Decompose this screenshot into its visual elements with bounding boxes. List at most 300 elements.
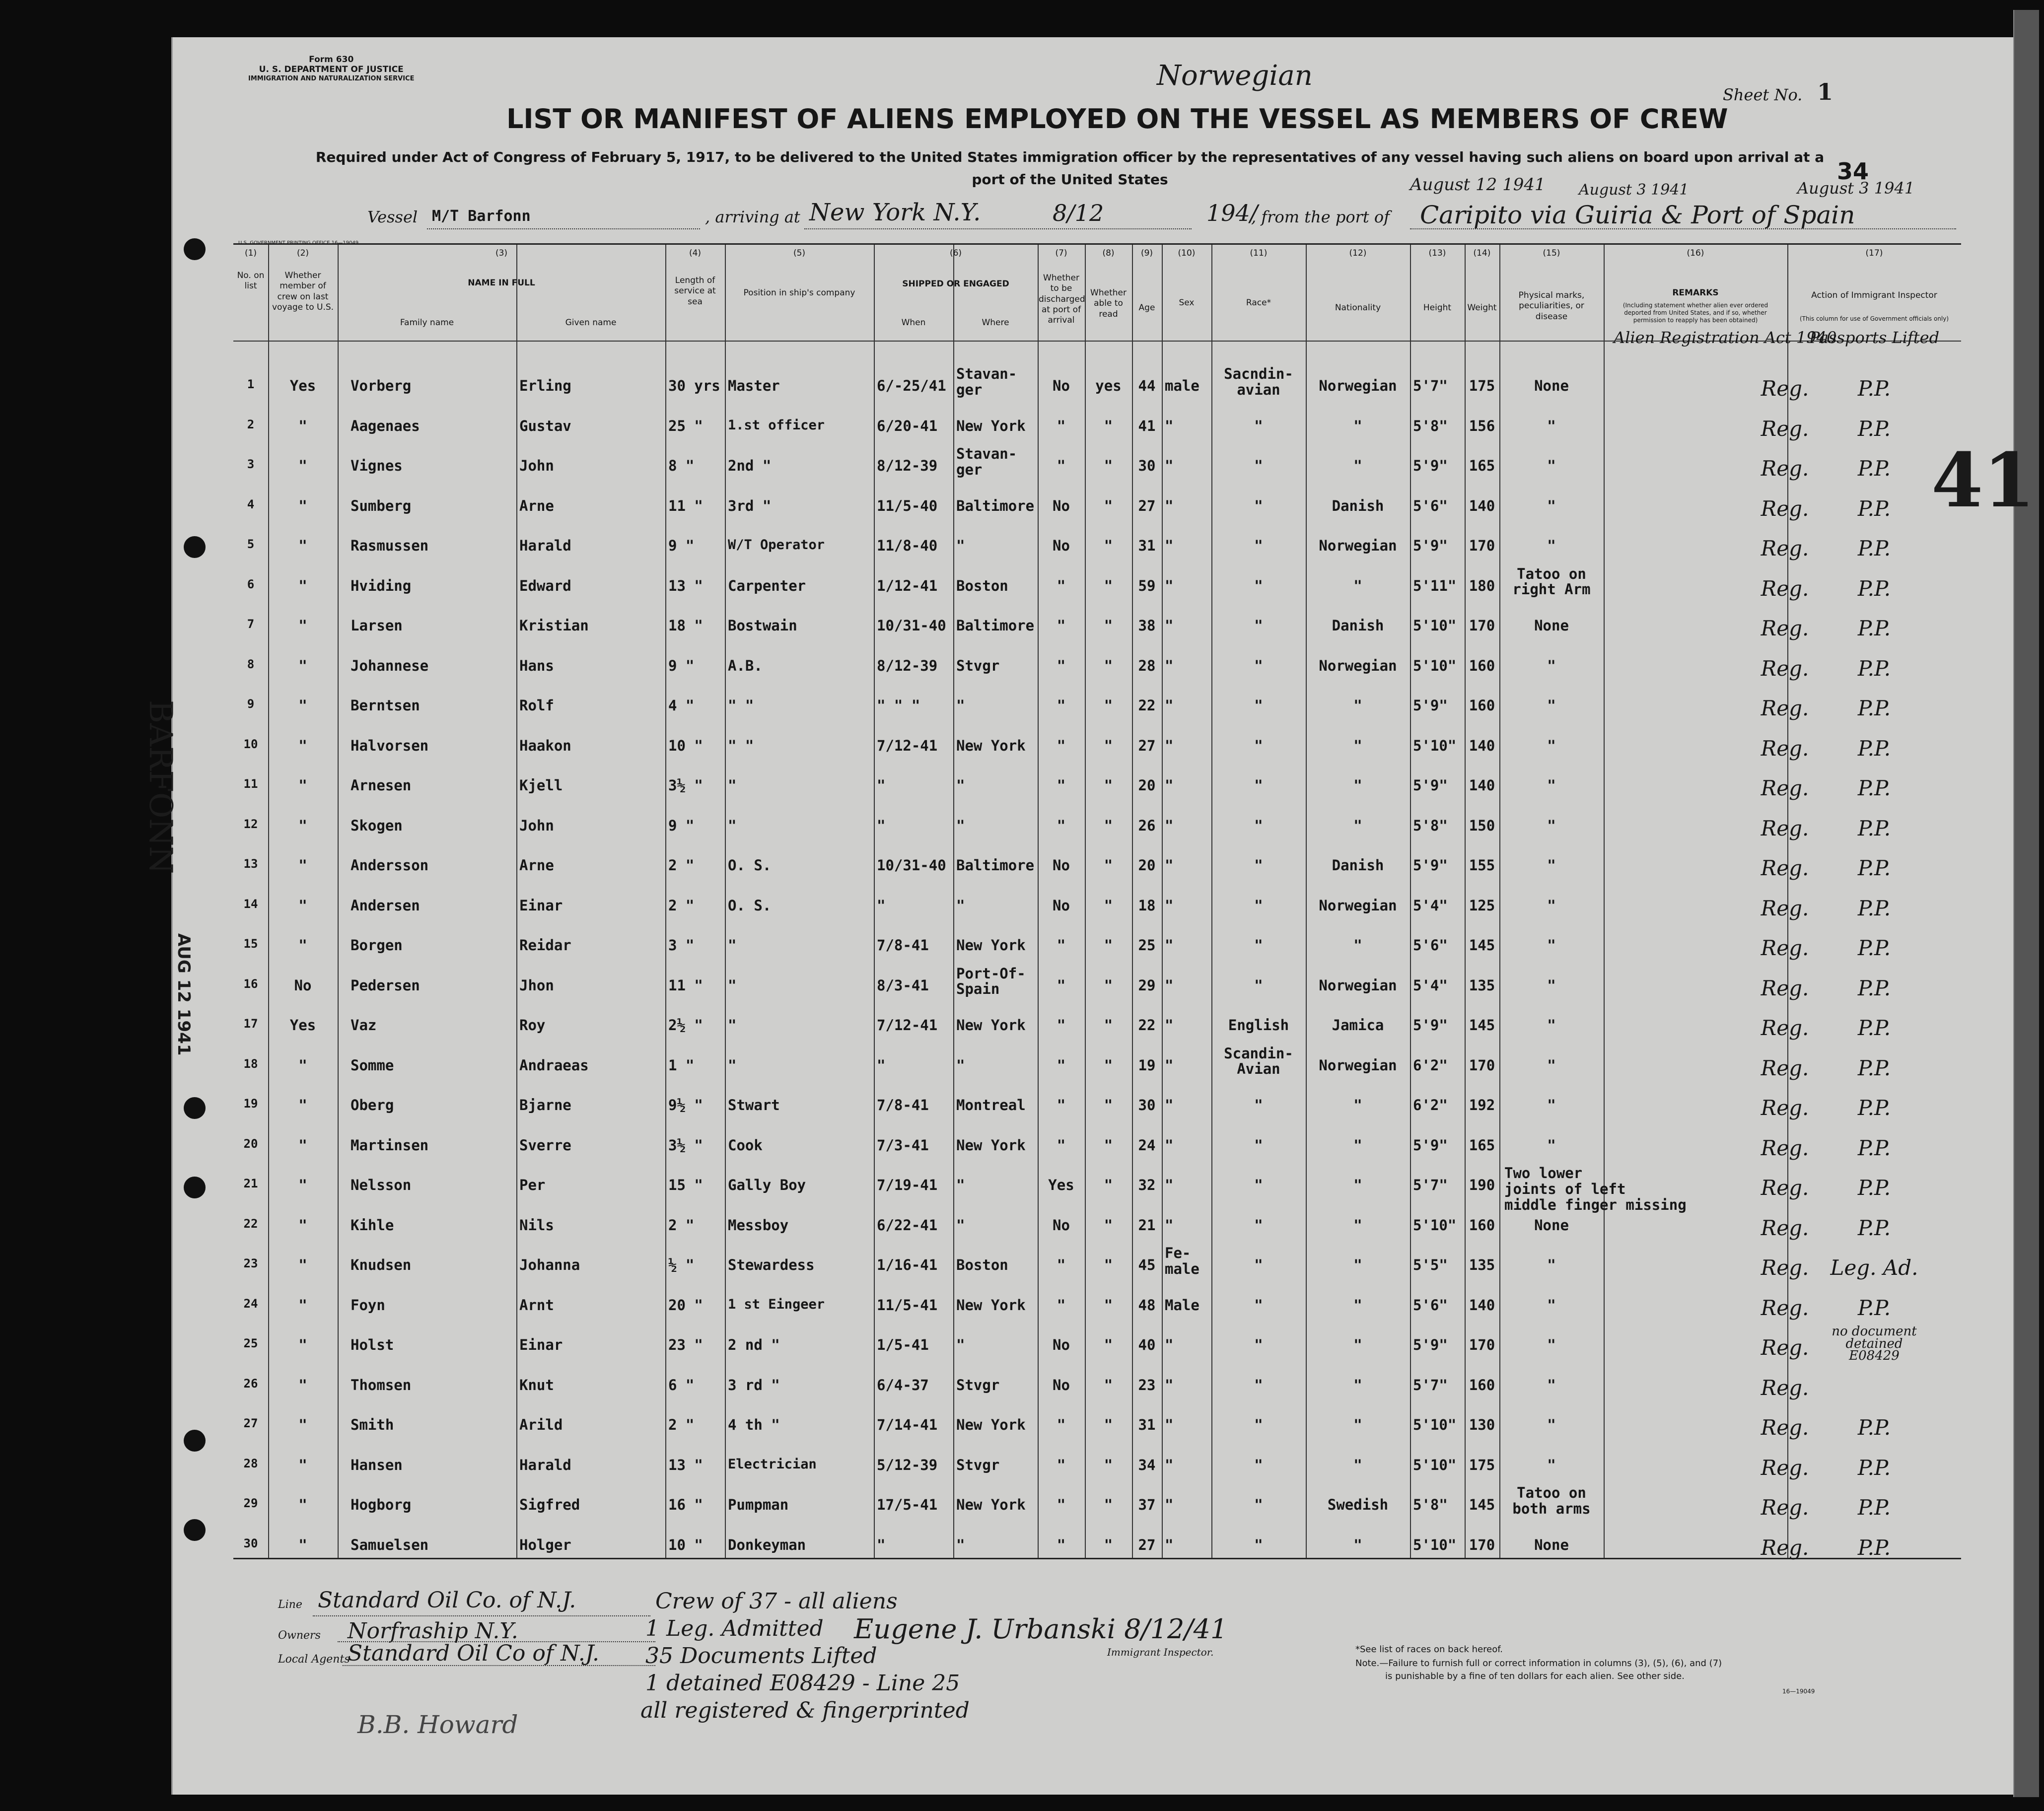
cell-remarks: Reg.	[1761, 816, 1809, 840]
cell-no: 26	[243, 1376, 258, 1391]
cell-position: O. S.	[728, 857, 772, 874]
cell-weight: 160	[1469, 1216, 1495, 1234]
cell-action: P.P.	[1857, 536, 1891, 560]
cell-marks: "	[1547, 1376, 1556, 1393]
cell-age: 48	[1138, 1296, 1156, 1314]
cell-when: 6/-25/41	[877, 377, 946, 394]
cell-action: P.P.	[1857, 975, 1891, 1000]
cell-remarks: Reg.	[1761, 1495, 1809, 1520]
column-rule	[725, 245, 726, 1558]
cell-read: "	[1104, 737, 1113, 754]
cell-action: P.P.	[1857, 496, 1891, 521]
cell-when: 7/12-41	[877, 1017, 938, 1034]
races-note: *See list of races on back hereof.	[1355, 1644, 1503, 1655]
cell-sex: "	[1165, 697, 1174, 714]
column-rule	[338, 245, 339, 1558]
binder-edge	[2013, 10, 2039, 1797]
cell-last: "	[298, 737, 307, 754]
cell-position: Donkeyman	[728, 1536, 806, 1553]
printing-office: U.S. GOVERNMENT PRINTING OFFICE 16—19049	[238, 240, 359, 246]
cell-last: "	[298, 1256, 307, 1273]
cell-action: P.P.	[1857, 936, 1891, 960]
cell-age: 30	[1138, 1097, 1156, 1114]
cell-action: P.P.	[1857, 1135, 1891, 1160]
cell-disch: "	[1057, 417, 1066, 434]
cell-age: 31	[1138, 1416, 1156, 1433]
column-rule	[1162, 245, 1163, 1558]
cell-given: Einar	[519, 897, 563, 914]
cell-marks: "	[1547, 417, 1556, 434]
cell-action: P.P.	[1857, 696, 1891, 720]
cell-when: "	[877, 1536, 886, 1553]
cell-service: 9 "	[668, 657, 695, 674]
cell-age: 40	[1138, 1336, 1156, 1353]
cell-service: 2 "	[668, 897, 695, 914]
cell-no: 28	[243, 1456, 258, 1470]
cell-nat: "	[1353, 777, 1362, 794]
cell-given: Arne	[519, 857, 554, 874]
cell-race: "	[1254, 697, 1263, 714]
cell-disch: Yes	[1048, 1177, 1074, 1193]
cell-position: Electrician	[728, 1456, 817, 1472]
cell-disch: "	[1057, 1536, 1066, 1553]
cell-weight: 170	[1469, 537, 1495, 554]
cell-marks: "	[1547, 857, 1556, 874]
cell-when: 5/12-39	[877, 1456, 938, 1473]
cell-last: "	[298, 577, 307, 594]
cell-action: P.P.	[1857, 376, 1891, 401]
column-header-c1: No. on list	[237, 271, 265, 291]
cell-read: "	[1104, 817, 1113, 834]
cell-race: "	[1254, 1496, 1263, 1513]
cell-no: 14	[243, 897, 258, 911]
cell-no: 16	[243, 976, 258, 991]
cell-service: 3½ "	[668, 777, 703, 794]
cell-marks: "	[1547, 1416, 1556, 1433]
cell-read: "	[1104, 857, 1113, 874]
cell-weight: 140	[1469, 777, 1495, 794]
cell-family: Foyn	[351, 1296, 385, 1314]
cell-where: "	[956, 537, 965, 554]
cell-disch: "	[1057, 817, 1066, 834]
cell-action: P.P.	[1857, 656, 1891, 681]
cell-nat: Norwegian	[1319, 657, 1397, 674]
cell-given: Haakon	[519, 737, 571, 754]
cell-service: 2 "	[668, 1416, 695, 1433]
cell-service: 13 "	[668, 1456, 703, 1473]
cell-nat: "	[1353, 1376, 1362, 1393]
cell-when: 7/12-41	[877, 737, 938, 754]
cell-action: P.P.	[1857, 1415, 1891, 1440]
cell-when: 11/5-41	[877, 1296, 938, 1314]
cell-where: "	[956, 1216, 965, 1234]
cell-service: 23 "	[668, 1336, 703, 1353]
service: IMMIGRATION AND NATURALIZATION SERVICE	[248, 74, 415, 82]
column-header-c8: Whether able to read	[1090, 288, 1127, 319]
cell-read: "	[1104, 976, 1113, 994]
cell-nat: "	[1353, 1536, 1362, 1553]
cell-read: "	[1104, 1336, 1113, 1353]
cell-height: 5'9"	[1413, 1136, 1448, 1154]
cell-nat: Norwegian	[1319, 897, 1397, 914]
cell-last: "	[298, 617, 307, 634]
cell-nat: "	[1353, 697, 1362, 714]
cell-weight: 170	[1469, 617, 1495, 634]
cell-position: "	[728, 976, 737, 994]
cell-age: 41	[1138, 417, 1156, 434]
punch-hole	[184, 1519, 206, 1541]
documents-note: 35 Documents Lifted	[645, 1643, 877, 1669]
cell-position: 2 nd "	[728, 1336, 780, 1353]
column-header-c6: SHIPPED OR ENGAGED	[902, 279, 1009, 289]
cell-nat: "	[1353, 1296, 1362, 1314]
cell-nat: "	[1353, 1416, 1362, 1433]
cell-weight: 192	[1469, 1097, 1495, 1114]
cell-when: 1/12-41	[877, 577, 938, 594]
column-number: (3)	[495, 248, 508, 258]
cell-given: Edward	[519, 577, 571, 594]
cell-remarks: Reg.	[1761, 856, 1809, 880]
cell-disch: "	[1057, 1496, 1066, 1513]
cell-race: "	[1254, 817, 1263, 834]
cell-position: 1 st Eingeer	[728, 1296, 825, 1312]
cell-no: 8	[247, 657, 255, 671]
column-rule	[1604, 245, 1605, 1558]
cell-position: "	[728, 817, 737, 834]
cell-given: Roy	[519, 1017, 546, 1034]
cell-marks: "	[1547, 697, 1556, 714]
cell-race: "	[1254, 1097, 1263, 1114]
cell-weight: 160	[1469, 1376, 1495, 1393]
cell-action: P.P.	[1857, 1176, 1891, 1200]
cell-last: "	[298, 1416, 307, 1433]
subtitle-line-2: port of the United States	[972, 171, 1168, 188]
column-rule	[1465, 245, 1466, 1558]
cell-no: 4	[247, 497, 255, 511]
cell-age: 20	[1138, 777, 1156, 794]
inspector-label: Immigrant Inspector.	[1107, 1646, 1214, 1658]
cell-action: P.P.	[1857, 456, 1891, 481]
cell-age: 37	[1138, 1496, 1156, 1513]
cell-remarks: Reg.	[1761, 1215, 1809, 1240]
column-number: (2)	[296, 248, 309, 258]
cell-no: 5	[247, 537, 255, 551]
column-header-c11: Race*	[1246, 298, 1271, 308]
cell-nat: Danish	[1332, 497, 1384, 514]
from-underline	[1410, 228, 1956, 229]
cell-where: Port-Of- Spain	[956, 965, 1026, 998]
cell-no: 2	[247, 417, 255, 431]
cell-sex: "	[1165, 1536, 1174, 1553]
cell-position: Carpenter	[728, 577, 806, 594]
cell-weight: 130	[1469, 1416, 1495, 1433]
column-header-c10: Sex	[1179, 298, 1195, 308]
cell-family: Vorberg	[351, 377, 412, 394]
registered-note: all registered & fingerprinted	[640, 1698, 970, 1723]
line-value: Standard Oil Co. of N.J.	[318, 1588, 576, 1613]
cell-remarks: Reg.	[1761, 496, 1809, 521]
cell-given: Jhon	[519, 976, 554, 994]
cell-no: 7	[247, 617, 255, 631]
cell-service: 9 "	[668, 817, 695, 834]
cell-sex: "	[1165, 1097, 1174, 1114]
cell-race: "	[1254, 1296, 1263, 1314]
cell-sex: "	[1165, 777, 1174, 794]
cell-last: "	[298, 1376, 307, 1393]
cell-weight: 140	[1469, 737, 1495, 754]
cell-service: 10 "	[668, 1536, 703, 1553]
cell-position: Messboy	[728, 1216, 789, 1234]
cell-action: P.P.	[1857, 1016, 1891, 1040]
column-header-c7: Whether to be discharged at port of arrival	[1039, 273, 1085, 325]
column-rule	[874, 245, 875, 1558]
cell-marks: "	[1547, 657, 1556, 674]
date-stamp: AUG 12 1941	[174, 933, 194, 1056]
cell-age: 27	[1138, 497, 1156, 514]
cell-height: 5'9"	[1413, 857, 1448, 874]
column-rule	[953, 245, 954, 1558]
cell-marks: "	[1547, 1256, 1556, 1273]
cell-last: "	[298, 1456, 307, 1473]
cell-nat: "	[1353, 1456, 1362, 1473]
column-header-c3: NAME IN FULL	[468, 278, 535, 288]
cell-position: " "	[728, 697, 754, 714]
cell-read: "	[1104, 417, 1113, 434]
cell-sex: "	[1165, 1376, 1174, 1393]
cell-sex: "	[1165, 1136, 1174, 1154]
punch-hole	[184, 536, 206, 558]
cell-race: "	[1254, 537, 1263, 554]
cell-service: 18 "	[668, 617, 703, 634]
cell-position: " "	[728, 737, 754, 754]
column-header-c9: Age	[1138, 303, 1155, 313]
cell-family: Aagenaes	[351, 417, 420, 434]
cell-no: 15	[243, 937, 258, 951]
cell-when: 6/4-37	[877, 1376, 929, 1393]
cell-given: Andraeas	[519, 1056, 589, 1074]
cell-disch: "	[1057, 1256, 1066, 1273]
cell-read: "	[1104, 537, 1113, 554]
cell-position: 2nd "	[728, 457, 772, 474]
owners-value: Norfraship N.Y.	[348, 1618, 518, 1644]
cell-where: Baltimore	[956, 497, 1035, 514]
column-header-c17: Action of Immigrant Inspector	[1811, 290, 1937, 300]
cell-weight: 160	[1469, 697, 1495, 714]
cell-weight: 145	[1469, 937, 1495, 954]
cell-weight: 165	[1469, 457, 1495, 474]
cell-family: Smith	[351, 1416, 394, 1433]
cell-disch: No	[1053, 1376, 1070, 1393]
cell-where: "	[956, 1177, 965, 1193]
cell-height: 5'9"	[1413, 457, 1448, 474]
cell-weight: 135	[1469, 976, 1495, 994]
cell-sex: "	[1165, 1336, 1174, 1353]
cell-read: "	[1104, 1536, 1113, 1553]
cell-marks: "	[1547, 1097, 1556, 1114]
cell-where: Stvgr	[956, 1456, 1000, 1473]
cell-age: 32	[1138, 1177, 1156, 1193]
cell-family: Vignes	[351, 457, 403, 474]
column-header-c3a: Family name	[400, 318, 454, 328]
cell-weight: 125	[1469, 897, 1495, 914]
owners-underline	[338, 1641, 655, 1642]
column-rule	[1499, 245, 1500, 1558]
cell-sex: "	[1165, 1496, 1174, 1513]
column-number: (8)	[1102, 248, 1115, 258]
cell-position: Stewardess	[728, 1256, 815, 1273]
cell-height: 5'10"	[1413, 1416, 1457, 1433]
cell-marks: "	[1547, 817, 1556, 834]
cell-nat: "	[1353, 1256, 1362, 1273]
column-rule	[1211, 245, 1212, 1558]
cell-age: 25	[1138, 937, 1156, 954]
cell-no: 24	[243, 1296, 258, 1311]
cell-disch: "	[1057, 1416, 1066, 1433]
cell-nat: Norwegian	[1319, 377, 1397, 394]
cell-nat: "	[1353, 577, 1362, 594]
cell-height: 5'9"	[1413, 697, 1448, 714]
cell-height: 5'4"	[1413, 976, 1448, 994]
cell-given: John	[519, 457, 554, 474]
cell-race: "	[1254, 1336, 1263, 1353]
cell-disch: "	[1057, 1017, 1066, 1034]
cell-nat: Swedish	[1327, 1496, 1389, 1513]
arriving-date: 8/12	[1053, 200, 1104, 226]
cell-height: 5'7"	[1413, 1376, 1448, 1393]
cell-given: Kjell	[519, 777, 563, 794]
cell-marks: None	[1534, 377, 1569, 394]
cell-weight: 150	[1469, 817, 1495, 834]
cell-read: "	[1104, 1216, 1113, 1234]
cell-where: Stavan- ger	[956, 445, 1017, 478]
column-header-c6b: Where	[982, 318, 1009, 328]
cell-weight: 135	[1469, 1256, 1495, 1273]
cell-height: 5'9"	[1413, 1017, 1448, 1034]
cell-age: 24	[1138, 1136, 1156, 1154]
cell-when: 11/5-40	[877, 497, 938, 514]
cell-remarks: Reg.	[1761, 1135, 1809, 1160]
cell-marks: "	[1547, 897, 1556, 914]
cell-weight: 170	[1469, 1536, 1495, 1553]
cell-when: 17/5-41	[877, 1496, 938, 1513]
cell-last: "	[298, 937, 307, 954]
cell-given: Gustav	[519, 417, 571, 434]
column-number: (17)	[1865, 248, 1883, 258]
cell-family: Halvorsen	[351, 737, 429, 754]
cell-race: "	[1254, 976, 1263, 994]
cell-race: "	[1254, 417, 1263, 434]
cell-no: 10	[243, 737, 258, 751]
column-number: (15)	[1543, 248, 1560, 258]
cell-where: Montreal	[956, 1097, 1026, 1114]
cell-given: Arnt	[519, 1296, 554, 1314]
cell-marks: "	[1547, 1136, 1556, 1154]
cell-where: New York	[956, 1017, 1026, 1034]
column-header-c14: Weight	[1467, 303, 1497, 313]
cell-given: Einar	[519, 1336, 563, 1353]
cell-read: "	[1104, 937, 1113, 954]
cell-sex: Male	[1165, 1296, 1199, 1314]
cell-race: "	[1254, 1376, 1263, 1393]
cell-read: "	[1104, 1376, 1113, 1393]
cell-where: "	[956, 1336, 965, 1353]
cell-when: 1/5-41	[877, 1336, 929, 1353]
department: U. S. DEPARTMENT OF JUSTICE	[259, 65, 404, 75]
column-rule	[1085, 245, 1086, 1558]
cell-no: 29	[243, 1496, 258, 1510]
cell-position: 3 rd "	[728, 1376, 780, 1393]
cell-disch: No	[1053, 1216, 1070, 1234]
cell-when: "	[877, 817, 886, 834]
cell-given: Erling	[519, 377, 571, 394]
cell-action: P.P.	[1857, 416, 1891, 441]
cell-height: 5'10"	[1413, 737, 1457, 754]
detained-note: 1 detained E08429 - Line 25	[645, 1671, 960, 1696]
cell-marks: None	[1534, 1216, 1569, 1234]
cell-last: "	[298, 857, 307, 874]
cell-nat: "	[1353, 1177, 1362, 1193]
cell-height: 5'5"	[1413, 1256, 1448, 1273]
cell-service: 3 "	[668, 937, 695, 954]
cell-remarks: Reg.	[1761, 416, 1809, 441]
cell-action: P.P.	[1857, 1055, 1891, 1080]
arriving-port: New York N.Y.	[809, 199, 981, 226]
vessel-underline	[427, 228, 700, 229]
cell-given: Sigfred	[519, 1496, 580, 1513]
column-number: (16)	[1687, 248, 1704, 258]
cell-service: 10 "	[668, 737, 703, 754]
cell-read: "	[1104, 1017, 1113, 1034]
cell-no: 3	[247, 457, 255, 471]
cell-position: "	[728, 777, 737, 794]
column-number: (1)	[244, 248, 257, 258]
cell-service: 13 "	[668, 577, 703, 594]
cell-marks: "	[1547, 777, 1556, 794]
cell-disch: "	[1057, 1456, 1066, 1473]
cell-read: "	[1104, 617, 1113, 634]
cell-no: 18	[243, 1056, 258, 1071]
arriving-underline	[804, 228, 1192, 229]
cell-when: 6/22-41	[877, 1216, 938, 1234]
cell-age: 30	[1138, 457, 1156, 474]
cell-marks: "	[1547, 537, 1556, 554]
cell-marks: "	[1547, 1336, 1556, 1353]
agents-value: Standard Oil Co of N.J.	[348, 1641, 599, 1666]
cell-position: 3rd "	[728, 497, 772, 514]
cell-no: 17	[243, 1017, 258, 1031]
vessel-name: M/T Barfonn	[432, 208, 531, 225]
cell-action: P.P.	[1857, 896, 1891, 920]
cell-race: "	[1254, 657, 1263, 674]
cell-race: "	[1254, 1177, 1263, 1193]
cell-where: New York	[956, 1296, 1026, 1314]
cell-age: 20	[1138, 857, 1156, 874]
cell-position: Gally Boy	[728, 1177, 806, 1193]
column-header-c6a: When	[901, 318, 926, 328]
punch-hole	[184, 1097, 206, 1119]
cell-disch: No	[1053, 377, 1070, 394]
cell-height: 5'8"	[1413, 417, 1448, 434]
cell-race: "	[1254, 737, 1263, 754]
cell-weight: 145	[1469, 1496, 1495, 1513]
cell-remarks: Reg.	[1761, 656, 1809, 681]
cell-last: "	[298, 1216, 307, 1234]
cell-remarks: Reg.	[1761, 696, 1809, 720]
cell-where: "	[956, 697, 965, 714]
cell-age: 38	[1138, 617, 1156, 634]
cell-sex: Fe- male	[1165, 1245, 1199, 1277]
cell-read: "	[1104, 1256, 1113, 1273]
